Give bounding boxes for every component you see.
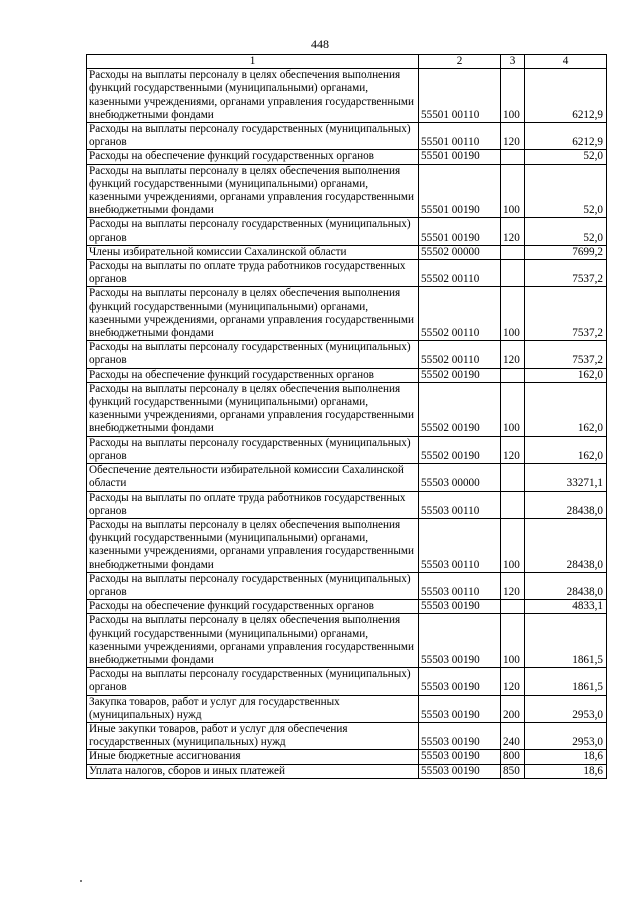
row-amount: 7537,2 [525, 260, 607, 287]
header-row [87, 55, 607, 69]
row-expense-type: 800 [501, 750, 525, 764]
table-row [87, 150, 607, 164]
table-row [87, 382, 607, 436]
row-code: 55503 00110 [419, 518, 501, 572]
row-amount: 162,0 [525, 382, 607, 436]
row-amount: 52,0 [525, 164, 607, 218]
row-expense-type: 120 [501, 436, 525, 463]
row-code: 55501 00190 [419, 218, 501, 245]
row-amount: 2953,0 [525, 722, 607, 749]
row-expense-type [501, 464, 525, 491]
row-code: 55501 00110 [419, 123, 501, 150]
row-name: Расходы на выплаты персоналу государственных (муниципальных) органов [87, 341, 419, 368]
row-name: Расходы на выплаты персоналу государственных (муниципальных) органов [87, 218, 419, 245]
row-amount: 28438,0 [525, 572, 607, 599]
row-amount: 7699,2 [525, 245, 607, 259]
row-code: 55501 00190 [419, 150, 501, 164]
row-code: 55502 00000 [419, 245, 501, 259]
row-name: Расходы на выплаты персоналу государственных (муниципальных) органов [87, 572, 419, 599]
row-expense-type: 240 [501, 722, 525, 749]
table-row [87, 695, 607, 722]
table-row [87, 722, 607, 749]
row-name: Расходы на выплаты персоналу в целях обеспечения выполнения функций государственными (муниципальными) органами, казенными учреждениями, органами управления государственными внебюджетными фондами [87, 164, 419, 218]
row-expense-type: 120 [501, 218, 525, 245]
row-amount: 33271,1 [525, 464, 607, 491]
header-col-1: 1 [87, 55, 419, 69]
table-row [87, 164, 607, 218]
row-expense-type: 100 [501, 287, 525, 341]
table-body [87, 69, 607, 779]
table-row [87, 260, 607, 287]
row-amount: 18,6 [525, 750, 607, 764]
row-name: Расходы на выплаты персоналу в целях обеспечения выполнения функций государственными (муниципальными) органами, казенными учреждениями, органами управления государственными внебюджетными фондами [87, 69, 419, 123]
scan-speck [80, 880, 82, 882]
row-name: Расходы на выплаты по оплате труда работников государственных органов [87, 260, 419, 287]
row-code: 55503 00000 [419, 464, 501, 491]
table-row [87, 341, 607, 368]
row-code: 55503 00190 [419, 668, 501, 695]
row-code: 55501 00110 [419, 69, 501, 123]
row-amount: 52,0 [525, 218, 607, 245]
row-name: Расходы на выплаты персоналу государственных (муниципальных) органов [87, 123, 419, 150]
row-code: 55503 00190 [419, 614, 501, 668]
row-name: Расходы на выплаты персоналу государственных (муниципальных) органов [87, 436, 419, 463]
row-name: Расходы на выплаты персоналу в целях обеспечения выполнения функций государственными (муниципальными) органами, казенными учреждениями, органами управления государственными внебюджетными фондами [87, 614, 419, 668]
table-row [87, 245, 607, 259]
row-expense-type: 100 [501, 518, 525, 572]
row-expense-type: 850 [501, 764, 525, 778]
row-code: 55502 00110 [419, 260, 501, 287]
table-row [87, 436, 607, 463]
row-code: 55502 00110 [419, 341, 501, 368]
row-code: 55503 00190 [419, 764, 501, 778]
table-row [87, 668, 607, 695]
row-code: 55503 00190 [419, 600, 501, 614]
header-col-3: 3 [501, 55, 525, 69]
row-expense-type [501, 368, 525, 382]
table-row [87, 464, 607, 491]
row-expense-type: 100 [501, 69, 525, 123]
table-row [87, 287, 607, 341]
row-code: 55503 00190 [419, 695, 501, 722]
table-row [87, 764, 607, 778]
header-col-4: 4 [525, 55, 607, 69]
header-col-2: 2 [419, 55, 501, 69]
row-amount: 7537,2 [525, 341, 607, 368]
row-code: 55503 00190 [419, 750, 501, 764]
row-amount: 28438,0 [525, 491, 607, 518]
row-name: Расходы на выплаты персоналу в целях обеспечения выполнения функций государственными (муниципальными) органами, казенными учреждениями, органами управления государственными внебюджетными фондами [87, 518, 419, 572]
row-amount: 6212,9 [525, 123, 607, 150]
table-row [87, 614, 607, 668]
row-expense-type: 100 [501, 164, 525, 218]
table-row [87, 218, 607, 245]
row-amount: 2953,0 [525, 695, 607, 722]
table-row [87, 491, 607, 518]
row-name: Расходы на обеспечение функций государственных органов [87, 150, 419, 164]
row-code: 55503 00190 [419, 722, 501, 749]
table-row [87, 69, 607, 123]
row-code: 55503 00110 [419, 491, 501, 518]
row-name: Закупка товаров, работ и услуг для государственных (муниципальных) нужд [87, 695, 419, 722]
row-name: Обеспечение деятельности избирательной комиссии Сахалинской области [87, 464, 419, 491]
row-amount: 4833,1 [525, 600, 607, 614]
row-amount: 28438,0 [525, 518, 607, 572]
table-row [87, 368, 607, 382]
row-expense-type [501, 245, 525, 259]
row-code: 55502 00190 [419, 368, 501, 382]
row-amount: 7537,2 [525, 287, 607, 341]
row-name: Расходы на выплаты персоналу в целях обеспечения выполнения функций государственными (муниципальными) органами, казенными учреждениями, органами управления государственными внебюджетными фондами [87, 287, 419, 341]
row-code: 55502 00190 [419, 436, 501, 463]
row-name: Иные закупки товаров, работ и услуг для обеспечения государственных (муниципальных) нужд [87, 722, 419, 749]
row-amount: 162,0 [525, 368, 607, 382]
row-amount: 162,0 [525, 436, 607, 463]
row-amount: 1861,5 [525, 668, 607, 695]
budget-table [86, 54, 607, 779]
row-expense-type: 120 [501, 341, 525, 368]
row-expense-type: 120 [501, 572, 525, 599]
row-amount: 1861,5 [525, 614, 607, 668]
table-row [87, 572, 607, 599]
row-name: Расходы на выплаты персоналу в целях обеспечения выполнения функций государственными (муниципальными) органами, казенными учреждениями, органами управления государственными внебюджетными фондами [87, 382, 419, 436]
table-row [87, 123, 607, 150]
row-name: Уплата налогов, сборов и иных платежей [87, 764, 419, 778]
row-amount: 18,6 [525, 764, 607, 778]
row-expense-type [501, 600, 525, 614]
table-row [87, 750, 607, 764]
row-expense-type [501, 491, 525, 518]
row-name: Расходы на обеспечение функций государственных органов [87, 368, 419, 382]
table-row [87, 518, 607, 572]
table-row [87, 600, 607, 614]
row-code: 55501 00190 [419, 164, 501, 218]
row-name: Иные бюджетные ассигнования [87, 750, 419, 764]
row-code: 55502 00110 [419, 287, 501, 341]
row-expense-type [501, 150, 525, 164]
row-expense-type: 200 [501, 695, 525, 722]
row-amount: 52,0 [525, 150, 607, 164]
row-expense-type [501, 260, 525, 287]
row-code: 55503 00110 [419, 572, 501, 599]
row-name: Члены избирательной комиссии Сахалинской области [87, 245, 419, 259]
row-code: 55502 00190 [419, 382, 501, 436]
row-expense-type: 100 [501, 614, 525, 668]
page-number: 448 [311, 37, 329, 51]
row-expense-type: 120 [501, 123, 525, 150]
row-expense-type: 120 [501, 668, 525, 695]
row-name: Расходы на выплаты персоналу государственных (муниципальных) органов [87, 668, 419, 695]
row-name: Расходы на обеспечение функций государственных органов [87, 600, 419, 614]
row-amount: 6212,9 [525, 69, 607, 123]
row-name: Расходы на выплаты по оплате труда работников государственных органов [87, 491, 419, 518]
row-expense-type: 100 [501, 382, 525, 436]
